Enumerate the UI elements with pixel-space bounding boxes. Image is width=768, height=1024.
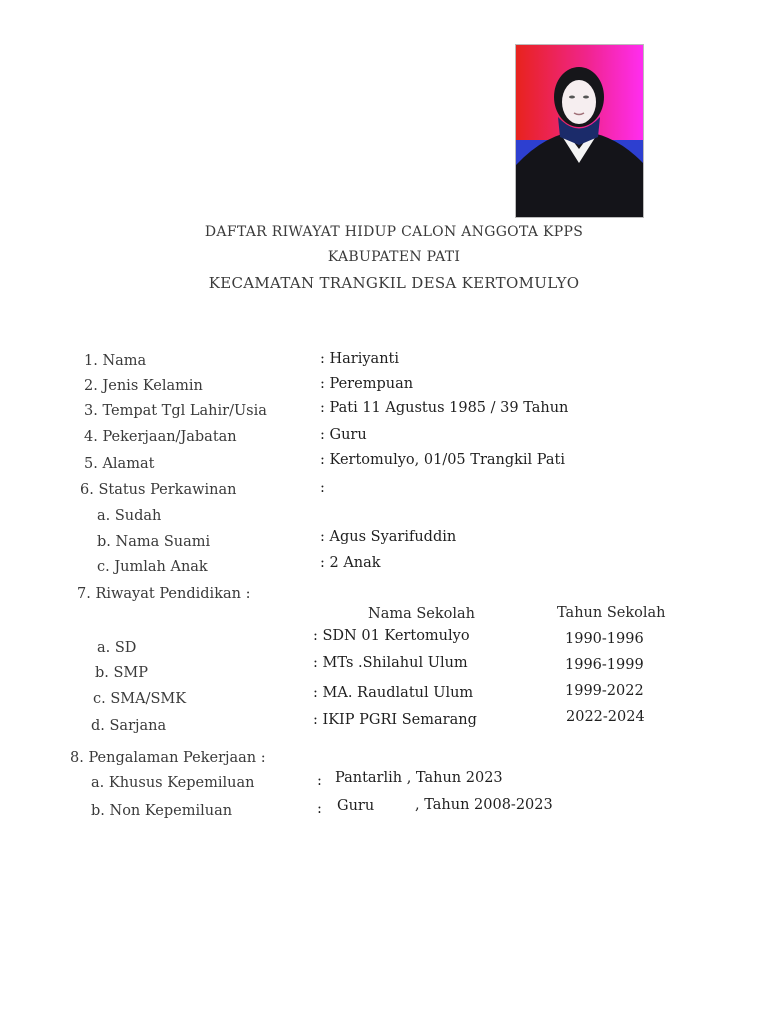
value-non-kepemiluan: Guru [337,798,375,814]
education-level-sma: c. SMA/SMK [93,691,187,707]
colon-khusus-kepemiluan: : [317,773,322,789]
education-level-sd: a. SD [97,640,137,656]
label-alamat: 5. Alamat [84,456,155,472]
label-pekerjaan: 4. Pekerjaan/Jabatan [84,429,237,445]
label-nama-suami: b. Nama Suami [97,534,211,550]
education-year-sma: 1999-2022 [565,683,644,699]
education-year-sarjana: 2022-2024 [566,709,645,725]
document-title-line2: KABUPATEN PATI [327,249,461,265]
document-title-line3: KECAMATAN TRANGKIL DESA KERTOMULYO [208,274,580,292]
value-pekerjaan: : Guru [320,427,367,443]
label-pengalaman-pekerjaan: 8. Pengalaman Pekerjaan : [70,750,266,766]
label-jumlah-anak: c. Jumlah Anak [97,559,208,575]
label-status-perkawinan: 6. Status Perkawinan [80,482,237,498]
value-nama-suami: : Agus Syarifuddin [320,529,457,545]
label-ttl: 3. Tempat Tgl Lahir/Usia [84,403,267,419]
value-alamat: : Kertomulyo, 01/05 Trangkil Pati [320,452,566,468]
applicant-photo [515,44,644,218]
education-school-sma: : MA. Raudlatul Ulum [313,685,474,701]
label-jenis-kelamin: 2. Jenis Kelamin [84,378,203,394]
education-school-smp: : MTs .Shilahul Ulum [313,655,468,671]
education-year-smp: 1996-1999 [565,657,644,673]
education-level-sarjana: d. Sarjana [91,718,167,734]
document-title-line1: DAFTAR RIWAYAT HIDUP CALON ANGGOTA KPPS [204,224,584,240]
value-non-kepemiluan-year: , Tahun 2008-2023 [415,797,553,813]
column-header-tahun-sekolah: Tahun Sekolah [557,605,666,621]
value-status-perkawinan: : [320,480,325,496]
education-level-smp: b. SMP [95,665,149,681]
colon-non-kepemiluan: : [317,801,322,817]
education-school-sd: : SDN 01 Kertomulyo [313,628,470,644]
column-header-nama-sekolah: Nama Sekolah [368,606,475,622]
value-jenis-kelamin: : Perempuan [320,376,414,392]
value-nama: : Hariyanti [320,351,399,367]
label-nama: 1. Nama [84,353,147,369]
education-school-sarjana: : IKIP PGRI Semarang [313,712,477,728]
value-jumlah-anak: : 2 Anak [320,555,381,571]
label-khusus-kepemiluan: a. Khusus Kepemiluan [91,775,255,791]
label-non-kepemiluan: b. Non Kepemiluan [91,803,233,819]
label-sudah: a. Sudah [97,508,162,524]
value-ttl: : Pati 11 Agustus 1985 / 39 Tahun [320,400,569,416]
value-khusus-kepemiluan: Pantarlih , Tahun 2023 [335,770,503,786]
education-year-sd: 1990-1996 [565,631,644,647]
label-riwayat-pendidikan: 7. Riwayat Pendidikan : [77,586,251,602]
